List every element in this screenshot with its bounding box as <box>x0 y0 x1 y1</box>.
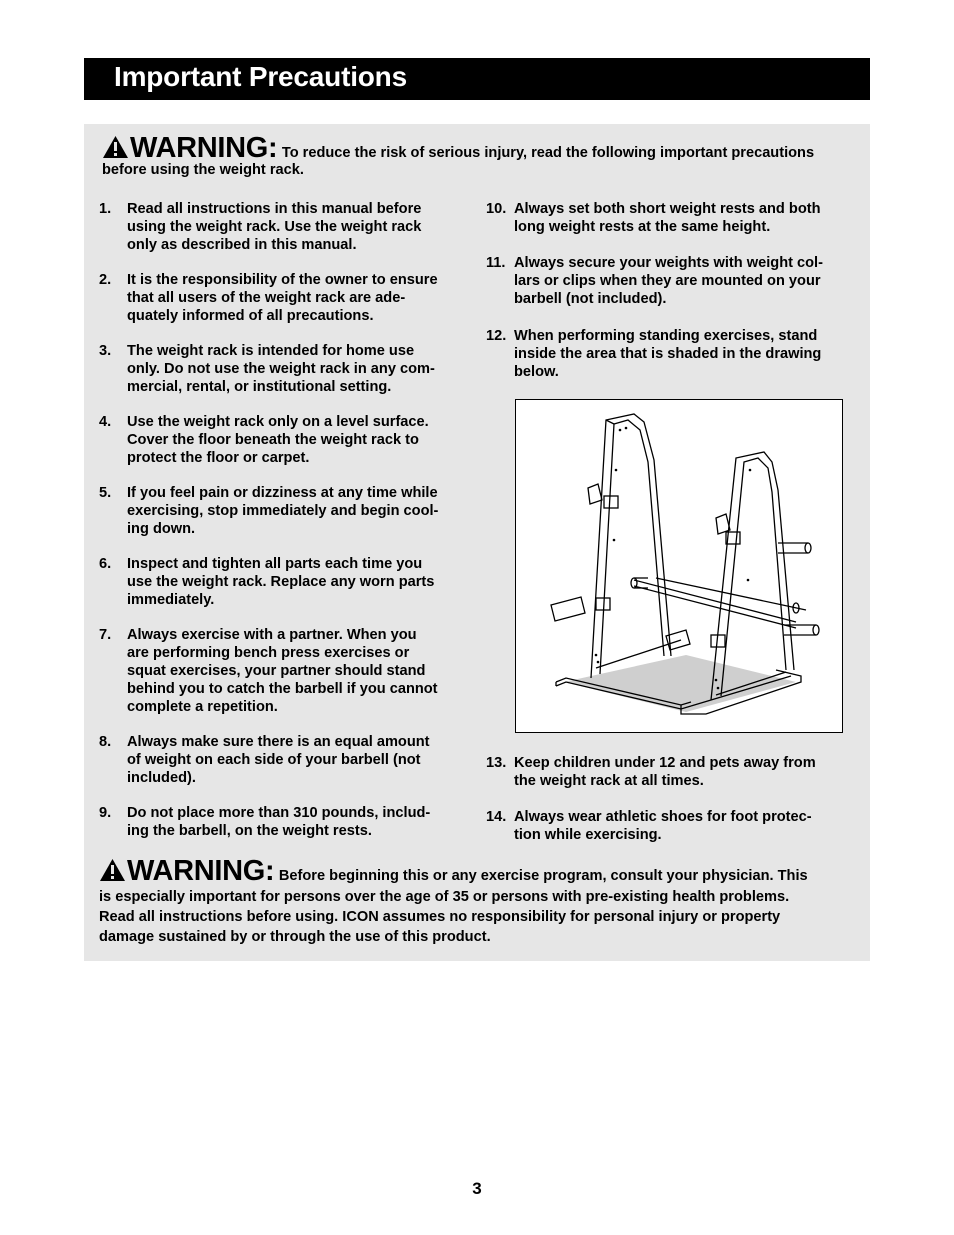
list-item <box>99 555 469 609</box>
item-line: complete a repetition. <box>127 699 278 715</box>
item-line: Always exercise with a partner. When you <box>127 627 417 643</box>
item-line: ing the barbell, on the weight rests. <box>127 823 372 839</box>
item-line: inside the area that is shaded in the drawing <box>514 346 822 362</box>
item-line: Do not place more than 310 pounds, includ- <box>127 805 431 821</box>
weight-rack-drawing <box>516 400 842 732</box>
item-line: squat exercises, your partner should stand <box>127 663 426 679</box>
item-line: quately informed of all precautions. <box>127 308 374 324</box>
item-line: Inspect and tighten all parts each time you <box>127 556 423 572</box>
list-item <box>99 733 469 787</box>
item-line: barbell (not included). <box>514 291 667 307</box>
weight-rack-illustration <box>515 399 843 733</box>
item-line: exercising, stop immediately and begin cool- <box>127 503 439 519</box>
item-line: tion while exercising. <box>514 827 662 843</box>
warning-text-line4: damage sustained by or through the use of this product. <box>99 929 491 945</box>
item-line: Keep children under 12 and pets away from <box>514 755 816 771</box>
item-number: 1. <box>99 201 112 217</box>
list-item <box>99 413 469 467</box>
warning-triangle-icon <box>99 858 126 887</box>
item-number: 4. <box>99 414 112 430</box>
list-item <box>99 271 469 325</box>
list-item <box>99 626 469 716</box>
item-line: below. <box>514 364 559 380</box>
list-item <box>99 804 469 840</box>
list-item <box>99 342 469 396</box>
item-line: immediately. <box>127 592 215 608</box>
item-line: the weight rack at all times. <box>514 773 704 789</box>
header-bar <box>84 58 870 100</box>
precautions-list-right-bottom <box>486 754 856 844</box>
item-line: long weight rests at the same height. <box>514 219 771 235</box>
item-line: The weight rack is intended for home use <box>127 343 415 359</box>
item-line: that all users of the weight rack are ade- <box>127 290 406 306</box>
item-number: 3. <box>99 343 112 359</box>
item-line: of weight on each side of your barbell (not <box>127 752 421 768</box>
list-item <box>486 754 856 790</box>
item-number: 7. <box>99 627 112 643</box>
item-number: 10. <box>486 201 507 217</box>
item-line: Always make sure there is an equal amount <box>127 734 430 750</box>
list-item <box>99 484 469 538</box>
item-number: 13. <box>486 755 507 771</box>
item-number: 12. <box>486 328 507 344</box>
precautions-list-left <box>99 200 469 840</box>
precautions-panel <box>84 124 870 961</box>
precautions-list-right-top <box>486 200 856 381</box>
item-line: Always secure your weights with weight col- <box>514 255 823 271</box>
warning-text-line3: Read all instructions before using. ICON assumes no responsibility for personal injury or property <box>99 909 781 925</box>
item-line: ing down. <box>127 521 196 537</box>
item-number: 9. <box>99 805 112 821</box>
item-line: Cover the floor beneath the weight rack to <box>127 432 419 448</box>
warning-top <box>102 132 862 179</box>
page-title: Important Precautions <box>114 61 407 92</box>
item-line: Use the weight rack only on a level surface. <box>127 414 429 430</box>
page-number: 3 <box>472 1179 482 1198</box>
warning-label: WARNING: <box>130 132 278 164</box>
warning-bottom <box>99 855 859 947</box>
warning-triangle-icon <box>102 135 129 164</box>
list-item <box>486 808 856 844</box>
item-line: Always wear athletic shoes for foot protec- <box>514 809 812 825</box>
list-item <box>486 200 856 236</box>
item-line: only as described in this manual. <box>127 237 357 253</box>
warning-text-line2: before using the weight rack. <box>102 162 304 178</box>
item-line: Read all instructions in this manual before <box>127 201 422 217</box>
item-line: included). <box>127 770 196 786</box>
item-line: It is the responsibility of the owner to ensure <box>127 272 438 288</box>
item-number: 11. <box>486 255 506 271</box>
item-line: When performing standing exercises, stand <box>514 328 818 344</box>
item-line: lars or clips when they are mounted on your <box>514 273 821 289</box>
item-number: 2. <box>99 272 112 288</box>
item-line: Always set both short weight rests and both <box>514 201 821 217</box>
warning-text-line2: is especially important for persons over the age of 35 or persons with pre-existing health problems. <box>99 889 790 905</box>
item-number: 14. <box>486 809 507 825</box>
item-line: If you feel pain or dizziness at any time while <box>127 485 438 501</box>
item-line: behind you to catch the barbell if you cannot <box>127 681 438 697</box>
list-item <box>486 254 856 308</box>
item-line: are performing bench press exercises or <box>127 645 410 661</box>
item-number: 5. <box>99 485 112 501</box>
item-line: mercial, rental, or institutional setting. <box>127 379 392 395</box>
item-line: protect the floor or carpet. <box>127 450 310 466</box>
item-number: 8. <box>99 734 112 750</box>
warning-text-line1: To reduce the risk of serious injury, read the following important precautions <box>281 145 815 161</box>
item-number: 6. <box>99 556 112 572</box>
item-line: using the weight rack. Use the weight rack <box>127 219 422 235</box>
item-line: only. Do not use the weight rack in any com- <box>127 361 435 377</box>
warning-label: WARNING: <box>127 855 275 887</box>
warning-text-line1: Before beginning this or any exercise program, consult your physician. This <box>278 868 808 884</box>
list-item <box>99 200 469 254</box>
item-line: use the weight rack. Replace any worn parts <box>127 574 435 590</box>
list-item <box>486 327 856 381</box>
